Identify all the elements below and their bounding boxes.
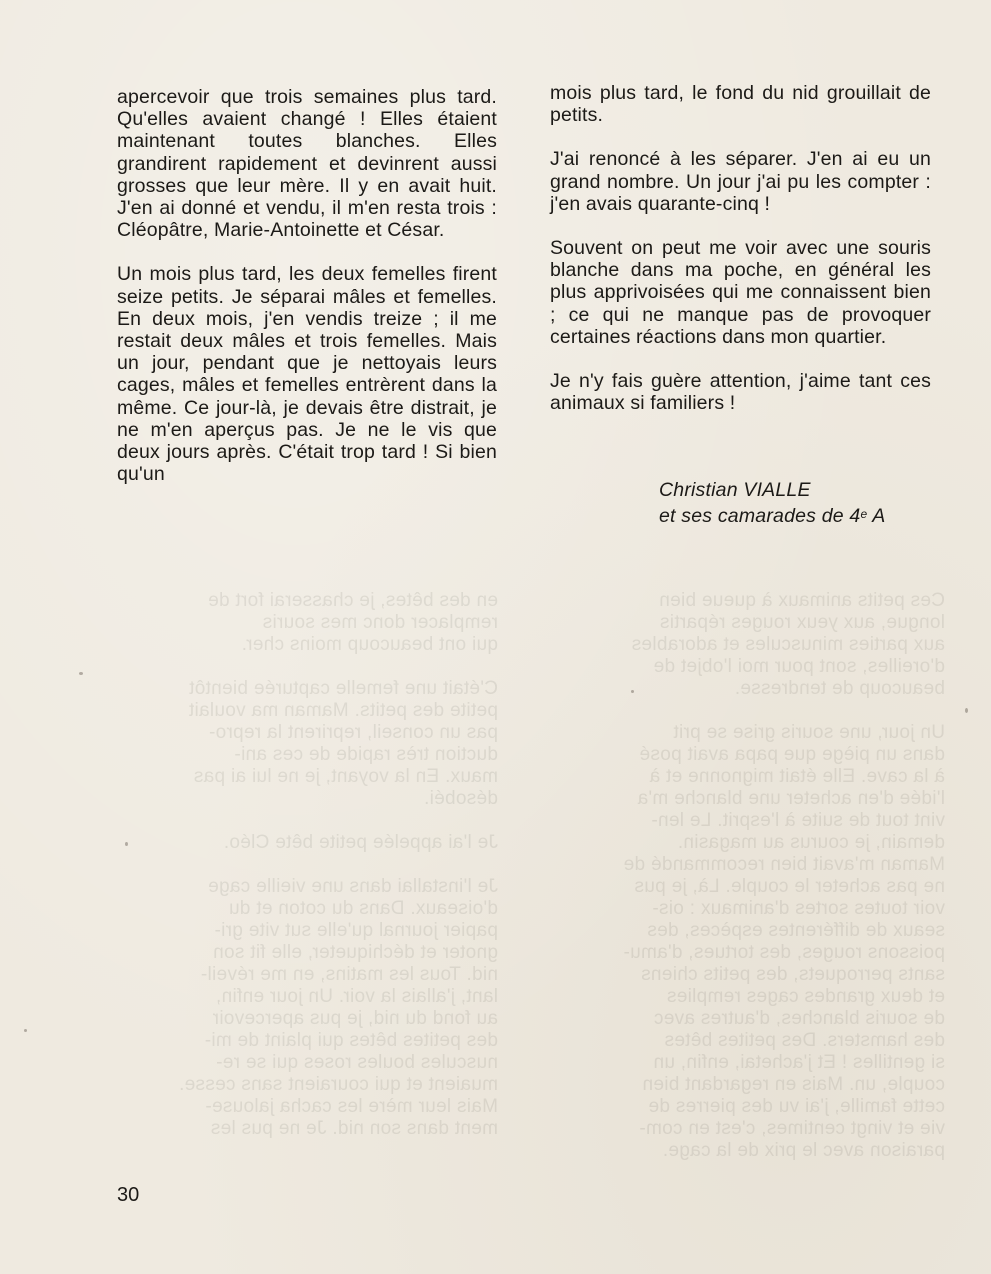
paragraph: Un mois plus tard, les deux femelles firent seize petits. Je séparai mâles et femelles. En deux mois, j'en vendis treize ; il me restait deux mâles et trois femelles. Mais un jour, pendant que je nettoyais leurs cages, mâles et femelles entrèrent dans la même. Ce jour-là, je devais être distrait, je ne m'en aperçus pas. Je ne le vis que deux jours après. C'était trop tard ! Si bien qu'un — [117, 263, 497, 486]
author-class-ordinal: e — [860, 507, 868, 521]
paragraph: J'ai renoncé à les séparer. J'en ai eu un grand nombre. Un jour j'ai pu les compter : j'en avais quarante-cinq ! — [550, 148, 931, 215]
paper-speck — [125, 842, 128, 846]
left-text-column — [117, 86, 497, 485]
author-class-text: et ses camarades de 4 — [659, 505, 861, 527]
paper-speck — [24, 1029, 27, 1032]
paragraph: apercevoir que trois semaines plus tard. Qu'elles avaient changé ! Elles étaient maintenant toutes blanches. Elles grandirent rapidement et devinrent aussi grosses que leur mère. Il y en avait huit. J'en ai donné et vendu, il m'en resta trois : Cléopâtre, Marie-Antoinette et César. — [117, 86, 497, 242]
paragraph: Souvent on peut me voir avec une souris blanche dans ma poche, en général les plus apprivoisées qui me connaissent bien ; ce qui ne manque pas de provoquer certaines réactions dans mon quartier. — [550, 237, 931, 348]
author-class-letter: A — [867, 505, 886, 527]
paper-speck — [965, 708, 968, 713]
author-name: Christian VIALLE — [659, 479, 811, 501]
reverse-side-show-through: Ces petits animaux à queue bien longue, aux yeux rouges répartis aux parties minuscules et adorables d'oreilles, sont pour moi l'objet de beaucoup de tendresse. Un jour, une souris grise se prit dans un piège que papa avait posé à la cave. Elle était mignonne et à l'idée d'en acheter une blanche m'a vint tout de suite à l'esprit. Le len- demain, je courus au magasin. Maman m'avait bien recommandé de ne pas acheter le couple. Là, je pus voir toutes sortes d'animaux : ois- seaux de différentes espèces, des poissons rouges, des tortues, d'amu- sants perroquets, des petits chiens et deux grandes cages remplies de souris blanches, d'autres avec des hamsters. Des petites bêtes si gentilles ! Et j'achetai, enfin, un couple, un. Mais en regardant bien cette famille, j'ai vu des pierres de vie et vingt centimes, c'est en com- paraison avec le prix de la cage. — [623, 590, 945, 1161]
page-number: 30 — [117, 1184, 140, 1206]
paragraph: mois plus tard, le fond du nid grouillait de petits. — [550, 82, 931, 127]
paper-speck — [79, 672, 83, 675]
paper-speck — [631, 690, 634, 693]
right-text-column — [550, 82, 931, 414]
paragraph: Je n'y fais guère attention, j'aime tant ces animaux si familiers ! — [550, 370, 931, 415]
reverse-side-show-through: en des bêtes, je chasserai fort de remplacer donc mes souris qui ont beaucoup moins cher. C'était une femelle capturée bientôt petite des petits. Maman ma voulait pas un conseil, reprirent la repro- duction très rapide de ces ani- maux. En la voyant, je ne lui ai pas désobéi. Je l'ai appelée petite bête Cléo. Je l'installai dans une vieille cage d'oiseaux. Dans du coton et du papier journal qu'elle sut vite gri- gnoter et déchiqueter, elle fit son nid. Tous les matins, en me réveil- lant, j'allais la voir. Un jour enfin, au fond du nid, je pus apercevoir des petites bêtes qui plaint de mi- nuscules boules roses qui se re- muaient et qui couraient sans cesse. Mais leur mère les cacha jalouse- ment dans son nid. Je ne pus les — [178, 590, 498, 1139]
author-class — [659, 503, 959, 529]
author-signature — [659, 477, 959, 529]
